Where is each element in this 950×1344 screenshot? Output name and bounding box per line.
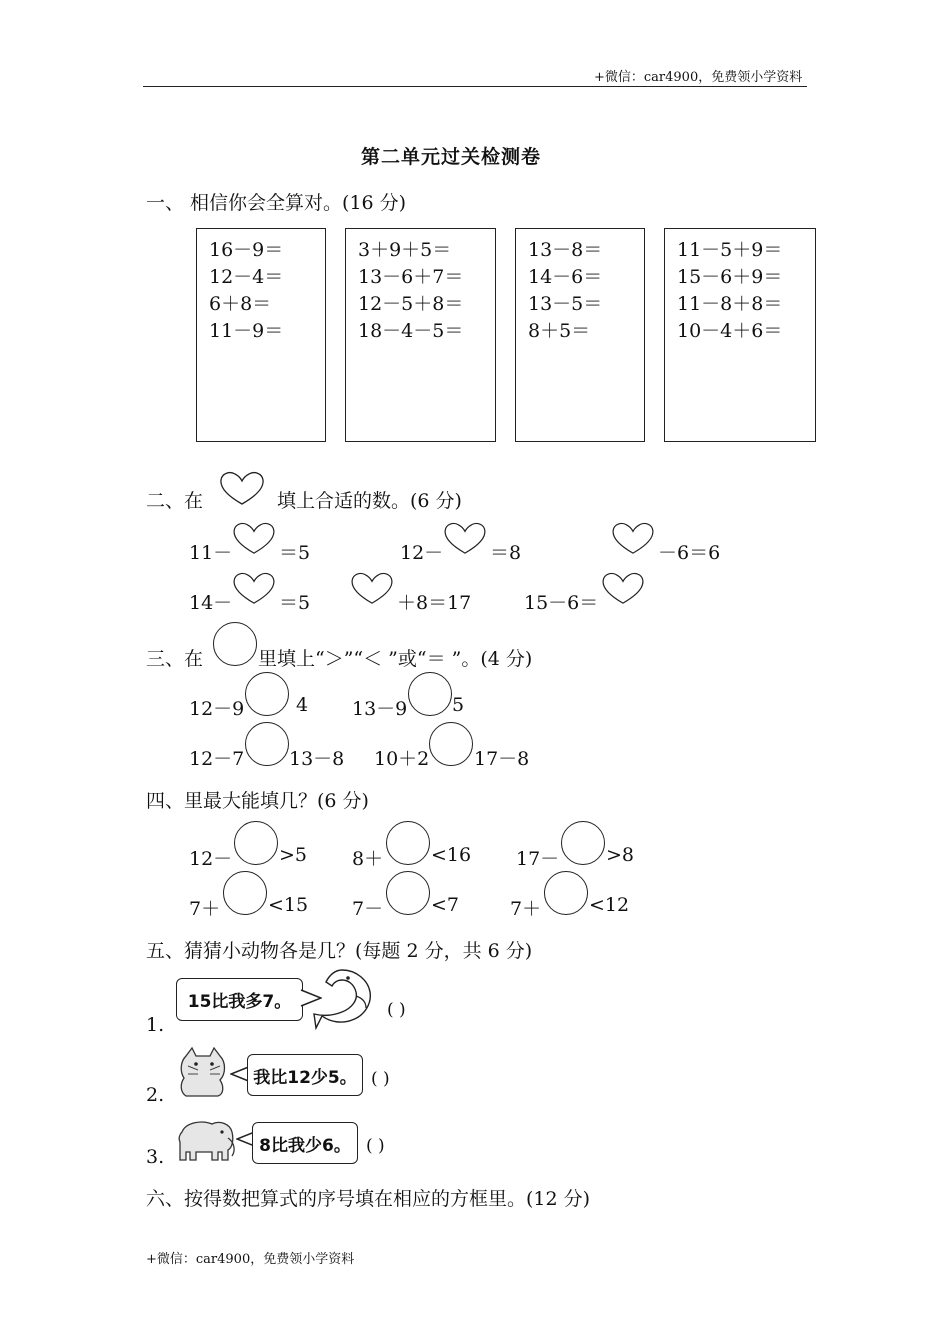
problem: 13－8＝ <box>528 239 603 261</box>
problem: 3＋9＋5＝ <box>358 239 452 261</box>
equation-part: <15 <box>268 894 309 916</box>
speech-bubble-text: 15比我多7。 <box>187 992 292 1012</box>
problem-box-4 <box>664 228 816 442</box>
problem-box-3 <box>515 228 645 442</box>
section-6-heading: 六、按得数把算式的序号填在相应的方框里。(12 分) <box>146 1188 591 1210</box>
equation-part: 7＋ <box>189 898 221 920</box>
heart-blank[interactable] <box>610 521 656 555</box>
equation-part: ＋8＝17 <box>397 592 472 614</box>
section-3-heading-end: 里填上“＞”“＜ ”或“＝ ”。(4 分) <box>258 648 533 670</box>
item-number: 2. <box>146 1084 165 1106</box>
problem: 11－5＋9＝ <box>677 239 783 261</box>
item-number: 3. <box>146 1146 165 1168</box>
equation-part: ＝5 <box>279 592 311 614</box>
compare-circle-blank[interactable] <box>429 722 473 766</box>
equation-part: >5 <box>279 844 308 866</box>
equation-part: 4 <box>296 694 309 716</box>
problem: 12－5＋8＝ <box>358 293 464 315</box>
problem: 11－8＋8＝ <box>677 293 783 315</box>
equation-part: 15－6＝ <box>524 592 599 614</box>
problem: 13－6＋7＝ <box>358 266 464 288</box>
equation-part: 7－ <box>352 898 384 920</box>
page-title: 第二单元过关检测卷 <box>361 146 542 168</box>
section-2-heading-end: 填上合适的数。(6 分) <box>277 490 462 512</box>
answer-parentheses[interactable]: ( ) <box>387 1000 406 1020</box>
problem: 12－4＝ <box>209 266 284 288</box>
equation-part: <16 <box>431 844 472 866</box>
dolphin-icon <box>312 966 376 1032</box>
problem-box-1 <box>196 228 326 442</box>
equation-part: 17－8 <box>474 748 530 770</box>
problem-box-2 <box>345 228 496 442</box>
problem: 14－6＝ <box>528 266 603 288</box>
equation-part: 13－8 <box>289 748 345 770</box>
elephant-icon <box>176 1118 238 1162</box>
equation-part: >8 <box>606 844 635 866</box>
heart-blank[interactable] <box>600 571 646 605</box>
equation-part: 8＋ <box>352 848 384 870</box>
speech-bubble <box>247 1054 363 1096</box>
equation-part: ＝8 <box>490 542 522 564</box>
equation-part: 13－9 <box>352 698 408 720</box>
answer-parentheses[interactable]: ( ) <box>366 1136 385 1156</box>
answer-circle-blank[interactable] <box>544 871 588 915</box>
equation-part: 7＋ <box>510 898 542 920</box>
heart-blank[interactable] <box>442 521 488 555</box>
problem: 8＋5＝ <box>528 320 591 342</box>
equation-part: 12－ <box>400 542 444 564</box>
equation-part: <12 <box>589 894 630 916</box>
compare-circle-blank[interactable] <box>245 672 289 716</box>
speech-bubble-text: 我比12少5。 <box>253 1067 357 1088</box>
problem: 6＋8＝ <box>209 293 272 315</box>
heart-blank[interactable] <box>349 571 395 605</box>
equation-part: 17－ <box>516 848 560 870</box>
problem: 16－9＝ <box>209 239 284 261</box>
equation-part: 5 <box>452 694 465 716</box>
answer-circle-blank[interactable] <box>386 821 430 865</box>
item-number: 1. <box>146 1014 165 1036</box>
speech-bubble <box>176 978 303 1021</box>
equation-part: 14－ <box>189 592 233 614</box>
section-5-heading: 五、猜猜小动物各是几？(每题 2 分，共 6 分) <box>146 940 533 962</box>
equation-part: 11－ <box>189 542 233 564</box>
circle-icon <box>213 622 257 666</box>
heart-blank[interactable] <box>231 521 277 555</box>
equation-part: ＝5 <box>279 542 311 564</box>
equation-part: 12－9 <box>189 698 245 720</box>
heart-icon <box>218 470 266 506</box>
problem: 15－6＋9＝ <box>677 266 783 288</box>
section-4-heading: 四、里最大能填几？(6 分) <box>146 790 369 812</box>
header-note: +微信：car4900，免费领小学资料 <box>594 70 803 85</box>
compare-circle-blank[interactable] <box>408 672 452 716</box>
problem: 11－9＝ <box>209 320 284 342</box>
equation-part: 10＋2 <box>374 748 430 770</box>
equation-part: 12－7 <box>189 748 245 770</box>
problem: 13－5＝ <box>528 293 603 315</box>
section-3-heading-start: 三、在 <box>146 648 204 670</box>
equation-part: <7 <box>431 894 460 916</box>
section-1-heading: 一、 相信你会全算对。(16 分) <box>146 192 407 214</box>
answer-circle-blank[interactable] <box>234 821 278 865</box>
problem: 10－4＋6＝ <box>677 320 783 342</box>
answer-circle-blank[interactable] <box>386 871 430 915</box>
answer-circle-blank[interactable] <box>561 821 605 865</box>
speech-bubble-text: 8比我少6。 <box>259 1135 351 1156</box>
equation-part: 12－ <box>189 848 233 870</box>
answer-circle-blank[interactable] <box>223 871 267 915</box>
cat-icon <box>176 1046 232 1098</box>
section-2-heading-start: 二、在 <box>146 490 204 512</box>
equation-part: －6＝6 <box>658 542 721 564</box>
problem: 18－4－5＝ <box>358 320 464 342</box>
answer-parentheses[interactable]: ( ) <box>371 1069 390 1089</box>
header-rule <box>143 86 807 87</box>
compare-circle-blank[interactable] <box>245 722 289 766</box>
speech-bubble <box>252 1122 358 1164</box>
footer-note: +微信：car4900，免费领小学资料 <box>146 1252 355 1267</box>
heart-blank[interactable] <box>231 571 277 605</box>
